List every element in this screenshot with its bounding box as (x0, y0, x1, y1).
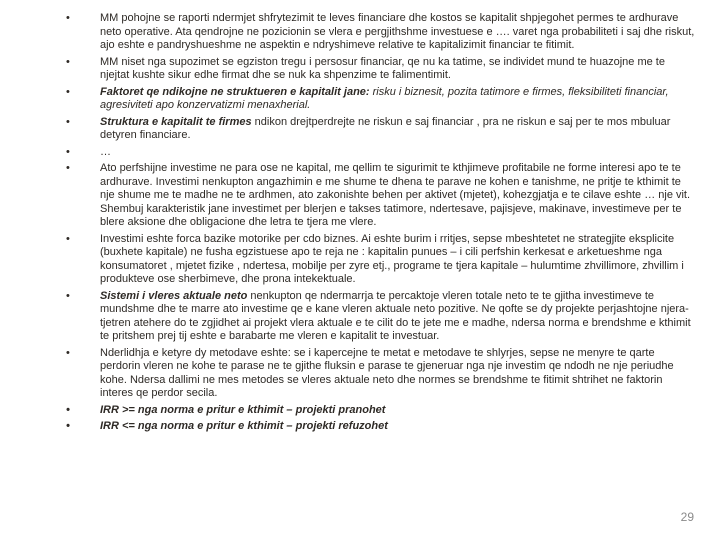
bullet-item (64, 233, 696, 287)
bullet-text: Investimi eshte forca bazike motorike per cdo biznes. Ai eshte burim i rritjes, sepse mbeshtetet ne strategjite eksplicite (buxhete kapitale) ne fusha egzistuese apo te reja ne : kapitalin punues – i cili perfshin kerkesat e arketueshme nga konsumatoret , mjetet fizike , ndertesa, mobilje per zyre etj., programe te tjera kapitale – hulumtime zhvillimore, zhvillim i produkteve ose sherbimeve, dhe prona intekektuale. (100, 232, 684, 286)
bullet-text: MM pohojne se raporti ndermjet shfrytezimit te leves financiare dhe kostos se kapitalit shpjegohet permes te ardhurave neto operative. Ata qendrojne ne pozicionin se vlera e pergjithshme investuese e …. varet nga probabiliteti i saj dhe riskut, ajo eshte e pandryshueshme ne aspektin e ndryshimeve relative te kapitalizimit financiar te fitimit. (100, 12, 695, 52)
bullet-text: MM niset nga supozimet se egziston tregu i persosur financiar, qe nu ka tatime, se individet mund te huazojne me te njejtat kushte sikur edhe firmat dhe se nuk ka shpenzime te falimentimit. (100, 55, 665, 82)
bullet-text: … (100, 145, 111, 158)
bullet-text: Nderlidhja e ketyre dy metodave eshte: se i kapercejne te metat e metodave te shlyrjes, sepse ne menyre te qarte perdorin vleren ne kohe te parase ne te gjithe fluksin e parase te gjeneruar nga nje investim qe ndodh ne nje periudhe kohe. Ndersa dallimi ne mes metodes se vleres aktuale neto dhe normes se brendshme te fitimit shtrihet ne faktorin interes qe perdor secila. (100, 346, 674, 400)
bullet-item (64, 404, 696, 418)
page-number: 29 (680, 510, 694, 524)
bullet-lead: Sistemi i vleres aktuale neto (100, 289, 248, 302)
bullet-item (64, 146, 696, 160)
bullet-text: IRR >= nga norma e pritur e kthimit – projekti pranohet (100, 403, 386, 416)
bullet-item (64, 290, 696, 344)
bullet-item (64, 162, 696, 230)
bullet-item (64, 116, 696, 143)
bullet-item (64, 12, 696, 53)
bullet-item (64, 56, 696, 83)
bullet-lead: Faktoret qe ndikojne ne struktueren e kapitalit jane: (100, 85, 370, 98)
bullet-item (64, 347, 696, 401)
bullet-text: IRR <= nga norma e pritur e kthimit – projekti refuzohet (100, 420, 388, 433)
bullet-text: Ato perfshijne investime ne para ose ne kapital, me qellim te sigurimit te kthjimeve profitabile ne forme interesi apo te te ardhurave. Investimi nenkupton angazhimin e me shume te dhena te parave ne kohen e tanishme, ne pritje te kthimit te nje shume me te madhe ne te ardhmen, ato zakonishte behen per aktivet (mjetet), kohezgjatja e te cilave eshte … nje vit. Shembuj karakteristik jane investimet per blerjen e takses tatimore, ndertesave, pajisjeve, makinave, investimeve per te blere aksione dhe obligacione dhe letra te tjera me vlere. (100, 162, 691, 229)
bullet-list (64, 12, 696, 434)
bullet-text: risku i biznesit, pozita tatimore e firmes, fleksibiliteti financiar, agresiviteti apo konzervatizmi menaxherial. (100, 85, 669, 112)
bullet-lead: Struktura e kapitalit te firmes (100, 115, 252, 128)
bullet-item (64, 86, 696, 113)
bullet-item (64, 420, 696, 434)
bullet-text: ndikon drejtperdrejte ne riskun e saj financiar , pra ne riskun e saj per te mos mbuluar detyren financiare. (100, 115, 671, 142)
bullet-text: nenkupton qe ndermarrja te percaktoje vleren totale neto te te gjitha investimeve te mundshme dhe te marre ato investime qe e kane vleren aktuale neto pozitive. Ne qofte se dy projekte perjashtojne njera-tjetren atehere do te zgjidhet ai projekt vlera aktuale e te cilit do te jete me e madhe, ndersa norma e brendshme e kthimit te pritshem prej tij eshte e barabarte me vleren e kapitalit te investuar. (100, 289, 691, 343)
